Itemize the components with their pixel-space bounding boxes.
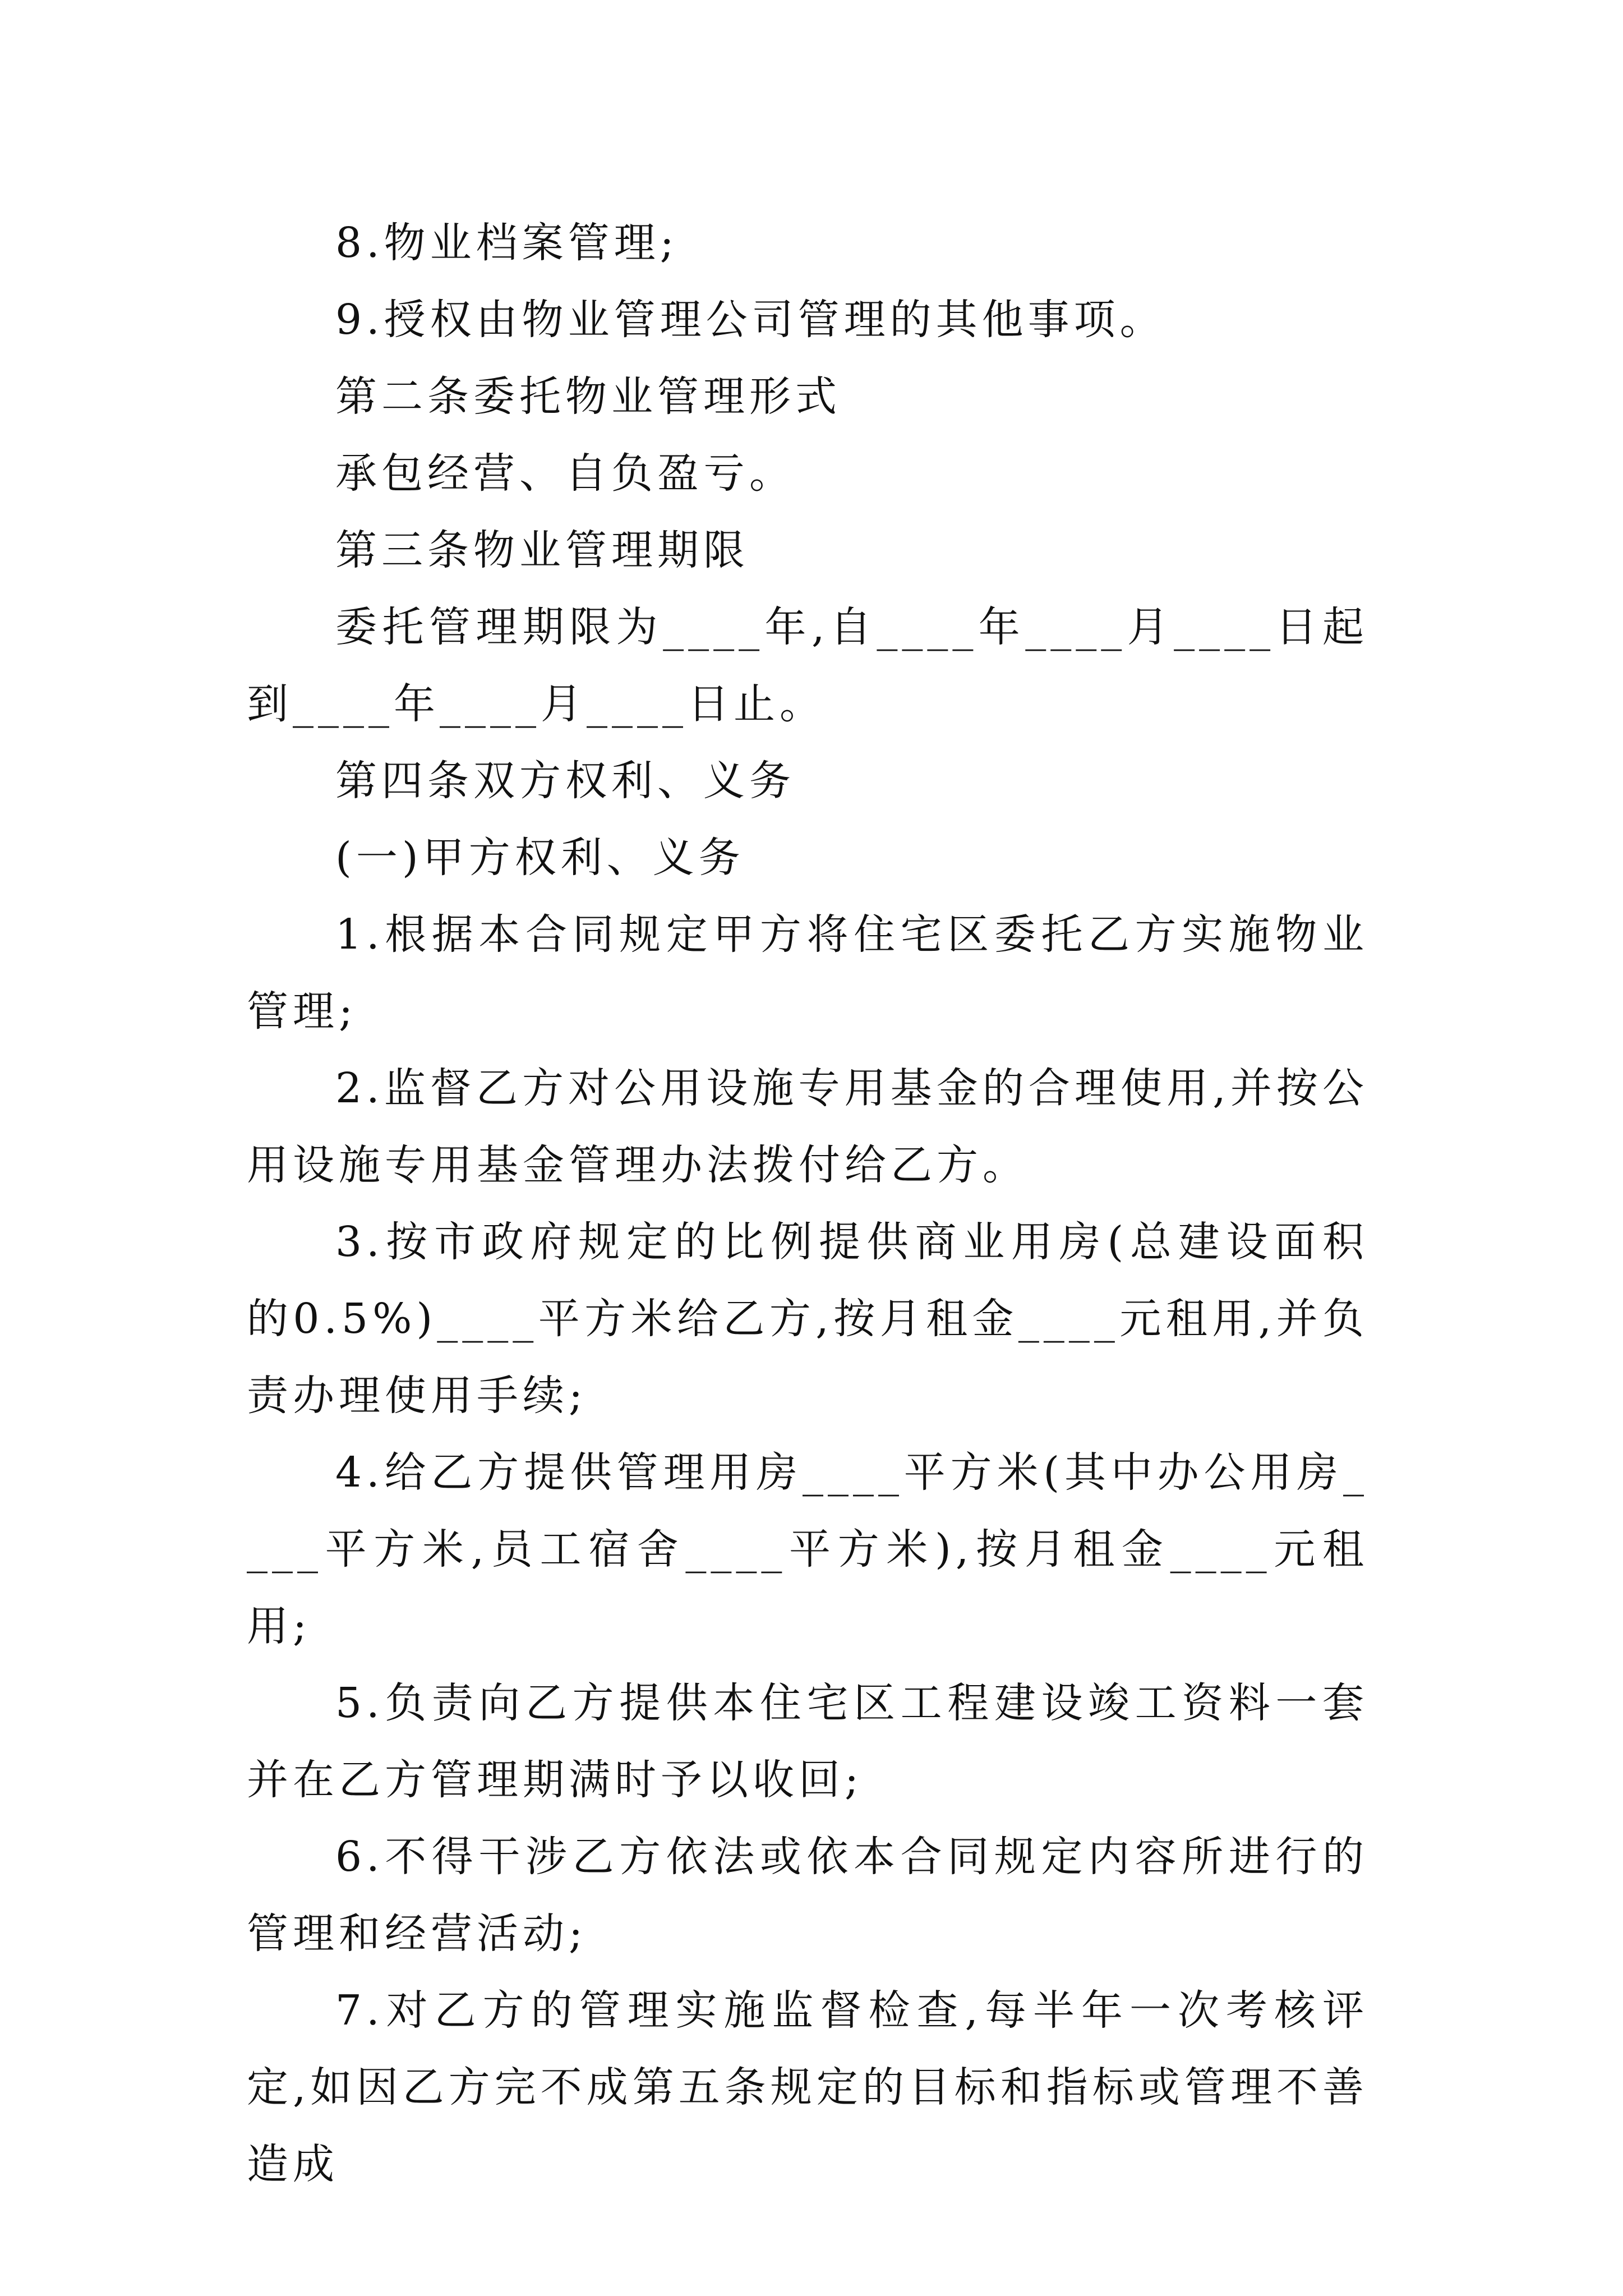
paragraph-party-a-item-1: 1.根据本合同规定甲方将住宅区委托乙方实施物业管理;	[247, 910, 1368, 1036]
paragraph-item-9: 9.授权由物业管理公司管理的其他事项。	[335, 296, 1166, 344]
paragraph-item-8: 8.物业档案管理;	[335, 219, 679, 267]
paragraph-party-a-item-6: 6.不得干涉乙方依法或依本合同规定内容所进行的管理和经营活动;	[247, 1833, 1368, 1958]
paragraph-party-a-item-2: 2.监督乙方对公用设施专用基金的合理使用,并按公用设施专用基金管理办法拨付给乙方。	[247, 1064, 1368, 1189]
section-heading-article-4: 第四条双方权利、义务	[335, 757, 795, 805]
paragraph-party-a-item-7: 7.对乙方的管理实施监督检查,每半年一次考核评定,如因乙方完不成第五条规定的目标和指标或管理不善造成	[247, 1986, 1368, 2188]
paragraph-management-form: 承包经营、自负盈亏。	[335, 449, 795, 498]
contract-text	[247, 205, 1368, 2203]
paragraph-party-a-item-4: 4.给乙方提供管理用房____平方米(其中办公用房____平方米,员工宿舍____平方米),按月租金____元租用;	[247, 1448, 1368, 1650]
section-heading-article-2: 第二条委托物业管理形式	[335, 372, 841, 421]
paragraph-party-a-item-3: 3.按市政府规定的比例提供商业用房(总建设面积的0.5%)____平方米给乙方,按月租金____元租用,并负责办理使用手续;	[247, 1218, 1368, 1420]
paragraph-party-a-item-5: 5.负责向乙方提供本住宅区工程建设竣工资料一套并在乙方管理期满时予以收回;	[247, 1679, 1368, 1804]
paragraph-management-term: 委托管理期限为____年,自____年____月____日起到____年____月____日止。	[247, 603, 1368, 728]
subsection-heading-party-a: (一)甲方权利、义务	[335, 834, 745, 882]
section-heading-article-3: 第三条物业管理期限	[335, 526, 749, 574]
